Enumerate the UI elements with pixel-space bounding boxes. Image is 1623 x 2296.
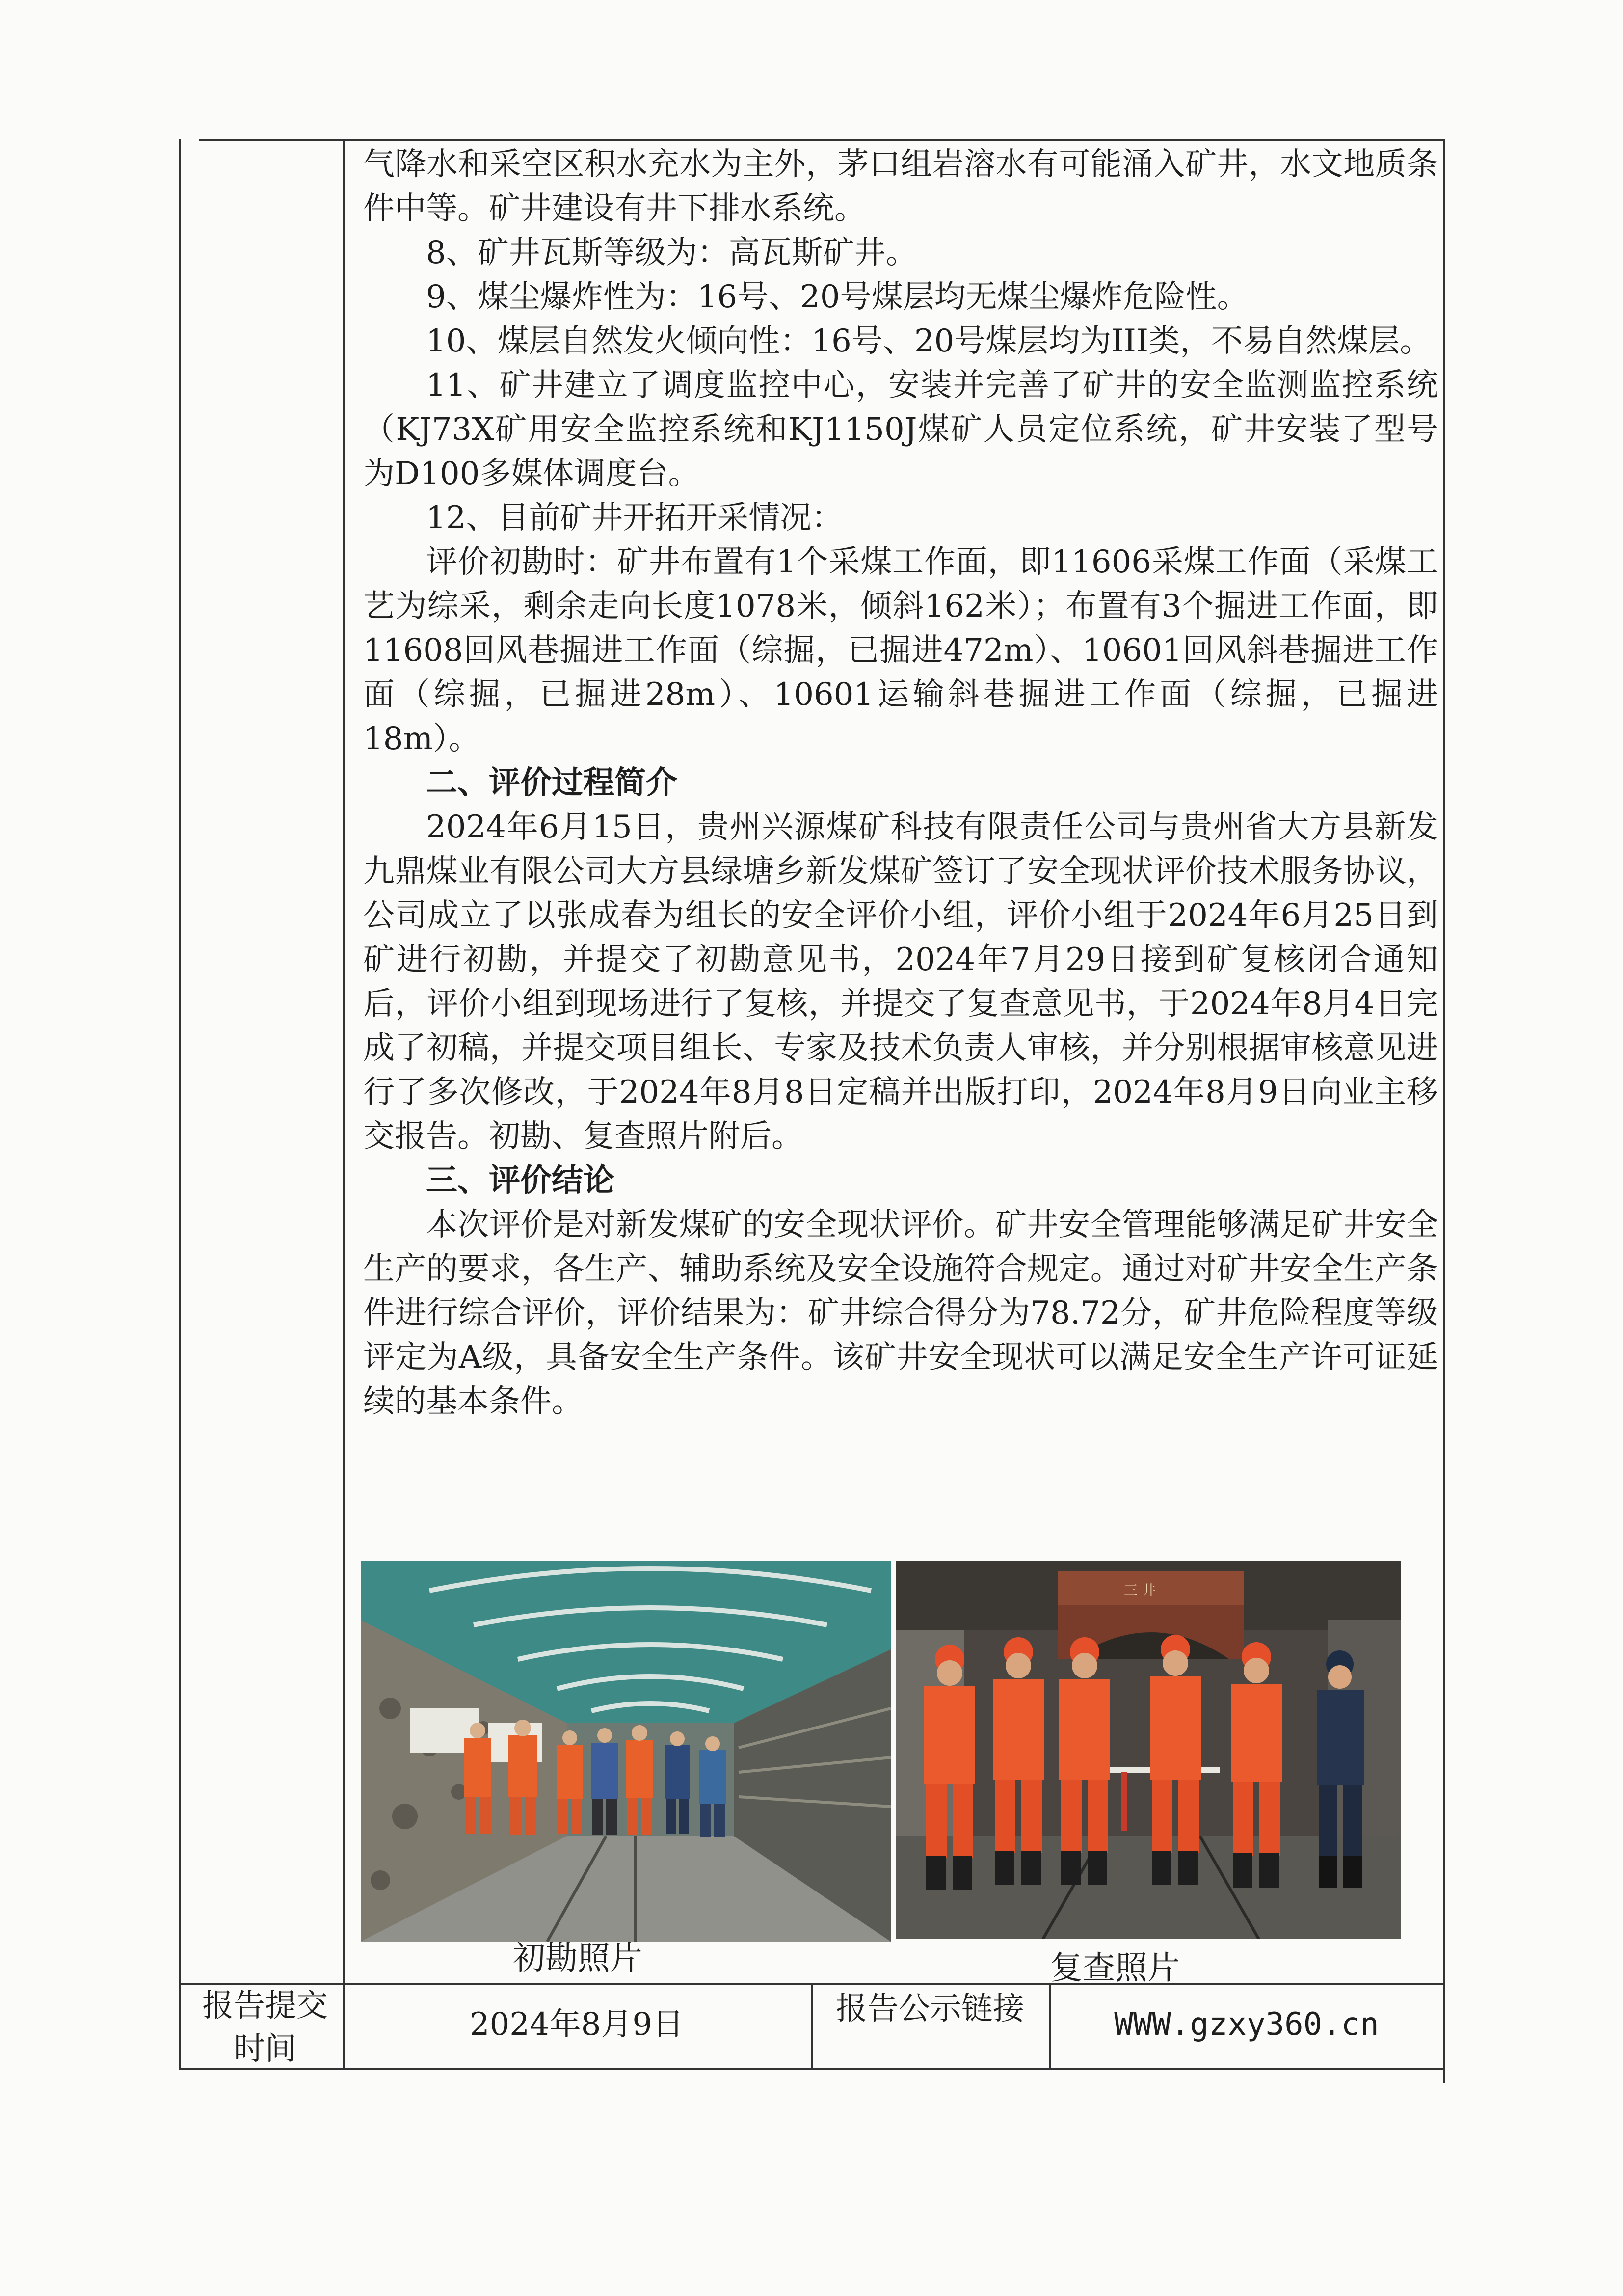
table-bottom-border bbox=[179, 2068, 1445, 2070]
photo-strip bbox=[361, 1561, 1401, 1944]
paragraph-initial-survey: 评价初勘时：矿井布置有1个采煤工作面，即11606采煤工作面（采煤工艺为综采，剩余走向长度1078米，倾斜162米）；布置有3个掘进工作面，即11608回风巷掘进工作面（综掘，已掘进472m）、10601回风斜巷掘进工作面（综掘，已掘进28m）、10601运输斜巷掘进工作面（综掘，已掘进18m）。 bbox=[363, 544, 1438, 757]
section-heading-conclusion: 三、评价结论 bbox=[426, 1162, 614, 1199]
publication-link-label: 报告公示链接 bbox=[836, 1991, 1024, 2027]
paragraph-mining-status: 12、目前矿井开拓开采情况： bbox=[426, 500, 843, 536]
report-body bbox=[363, 142, 1438, 1424]
paragraph-spontaneous-combustion: 10、煤层自然发火倾向性：16号、20号煤层均为III类，不易自然煤层。 bbox=[426, 323, 1432, 359]
paragraph-monitoring: 11、矿井建立了调度监控中心，安装并完善了矿井的安全监测监控系统（KJ73X矿用安全监控系统和KJ1150J煤矿人员定位系统，矿井安装了型号为D100多媒体调度台。 bbox=[363, 367, 1438, 492]
paragraph-conclusion: 本次评价是对新发煤矿的安全现状评价。矿井安全管理能够满足矿井安全生产的要求，各生产、辅助系统及安全设施符合规定。通过对矿井安全生产条件进行综合评价，评价结果为：矿井综合得分为78.72分，矿井危险程度等级评定为A级，具备安全生产条件。该矿井安全现状可以满足安全生产许可证延续的基本条件。 bbox=[363, 1207, 1438, 1420]
paragraph-gas-level: 8、矿井瓦斯等级为：高瓦斯矿井。 bbox=[426, 235, 917, 271]
paragraph-process: 2024年6月15日，贵州兴源煤矿科技有限责任公司与贵州省大方县新发九鼎煤业有限公司大方县绿塘乡新发煤矿签订了安全现状评价技术服务协议，公司成立了以张成春为组长的安全评价小组，评价小组于2024年6月25日到矿进行初勘，并提交了初勘意见书，2024年7月29日接到矿复核闭合通知后，评价小组到现场进行了复核，并提交了复查意见书，于2024年8月4日完成了初稿，并提交项目组长、专家及技术负责人审核，并分别根据审核意见进行了多次修改，于2024年8月8日定稿并出版打印，2024年8月9日向业主移交报告。初勘、复查照片附后。 bbox=[363, 809, 1438, 1155]
paragraph-coal-dust: 9、煤尘爆炸性为：16号、20号煤层均无煤尘爆炸危险性。 bbox=[426, 279, 1249, 315]
submit-time-value: 2024年8月9日 bbox=[469, 2006, 684, 2043]
recheck-photo bbox=[896, 1561, 1401, 1939]
publication-link[interactable]: WWW.gzxy360.cn bbox=[1114, 2006, 1379, 2043]
table-left-border bbox=[179, 139, 181, 2068]
table-top-border bbox=[199, 139, 1445, 141]
mine-entrance-sign: 三 井 bbox=[1124, 1582, 1156, 1598]
recheck-caption: 复查照片 bbox=[1050, 1949, 1180, 1987]
initial-survey-photo bbox=[361, 1561, 891, 1942]
paragraph-hydrology: 气降水和采空区积水充水为主外，茅口组岩溶水有可能涌入矿井，水文地质条件中等。矿井建设有井下排水系统。 bbox=[363, 146, 1438, 227]
table-cell-divider bbox=[811, 1983, 813, 2068]
submit-time-label: 报告提交时间 bbox=[202, 1988, 328, 2067]
initial-survey-caption: 初勘照片 bbox=[513, 1939, 642, 1977]
section-heading-process: 二、评价过程简介 bbox=[426, 764, 677, 801]
table-right-border bbox=[1443, 139, 1445, 2083]
table-label-column-border bbox=[343, 139, 345, 2068]
